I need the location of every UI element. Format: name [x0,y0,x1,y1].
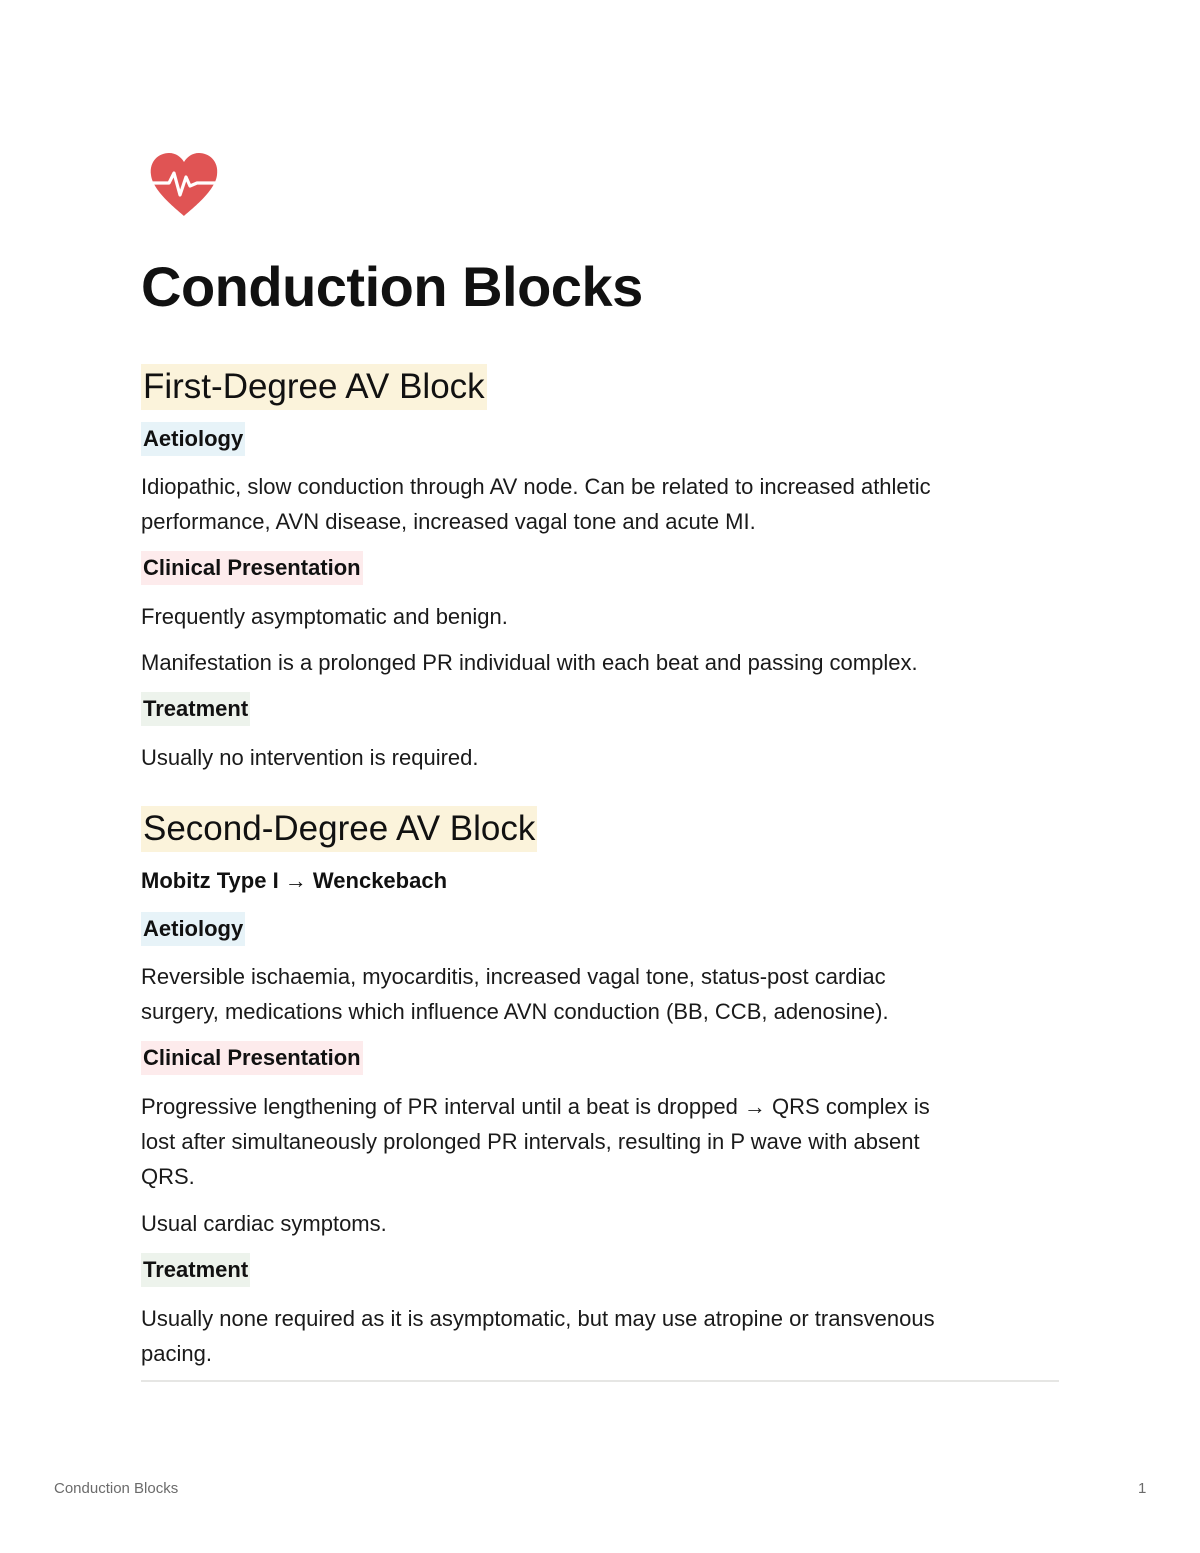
clinical-presentation-label: Clinical Presentation [141,1041,363,1075]
aetiology-label: Aetiology [141,422,245,456]
treatment-text: Usually no intervention is required. [141,745,479,770]
aetiology-text: Idiopathic, slow conduction through AV node. Can be related to increased athletic performance, AVN disease, increased vagal tone and acute MI. [141,474,931,534]
section-heading-first-degree: First-Degree AV Block [141,364,487,410]
treatment-label: Treatment [141,692,250,726]
mobitz-subheading: Mobitz Type I → Wenckebach [141,868,448,893]
section-divider [141,1380,1059,1382]
treatment-label: Treatment [141,1253,250,1287]
aetiology-text: Reversible ischaemia, myocarditis, increased vagal tone, status-post cardiac surgery, medications which influence AVN conduction (BB, CCB, adenosine). [141,964,889,1024]
treatment-text: Usually none required as it is asymptomatic, but may use atropine or transvenous pacing. [141,1306,935,1366]
clinical-presentation-label: Clinical Presentation [141,551,363,585]
heart-pulse-icon [149,150,219,218]
clinical-presentation-text: Frequently asymptomatic and benign. [141,604,508,629]
page-title: Conduction Blocks [141,255,643,318]
footer-document-title: Conduction Blocks [54,1480,179,1497]
clinical-presentation-text-2: Manifestation is a prolonged PR individual with each beat and passing complex. [141,650,918,675]
section-heading-second-degree: Second-Degree AV Block [141,806,537,852]
clinical-presentation-text: Progressive lengthening of PR interval until a beat is dropped → QRS complex is lost after simultaneously prolonged PR intervals, resulting in P wave with absent QRS. [141,1094,930,1189]
clinical-presentation-text-2: Usual cardiac symptoms. [141,1211,387,1236]
aetiology-label: Aetiology [141,912,245,946]
footer-page-number: 1 [1138,1480,1147,1497]
